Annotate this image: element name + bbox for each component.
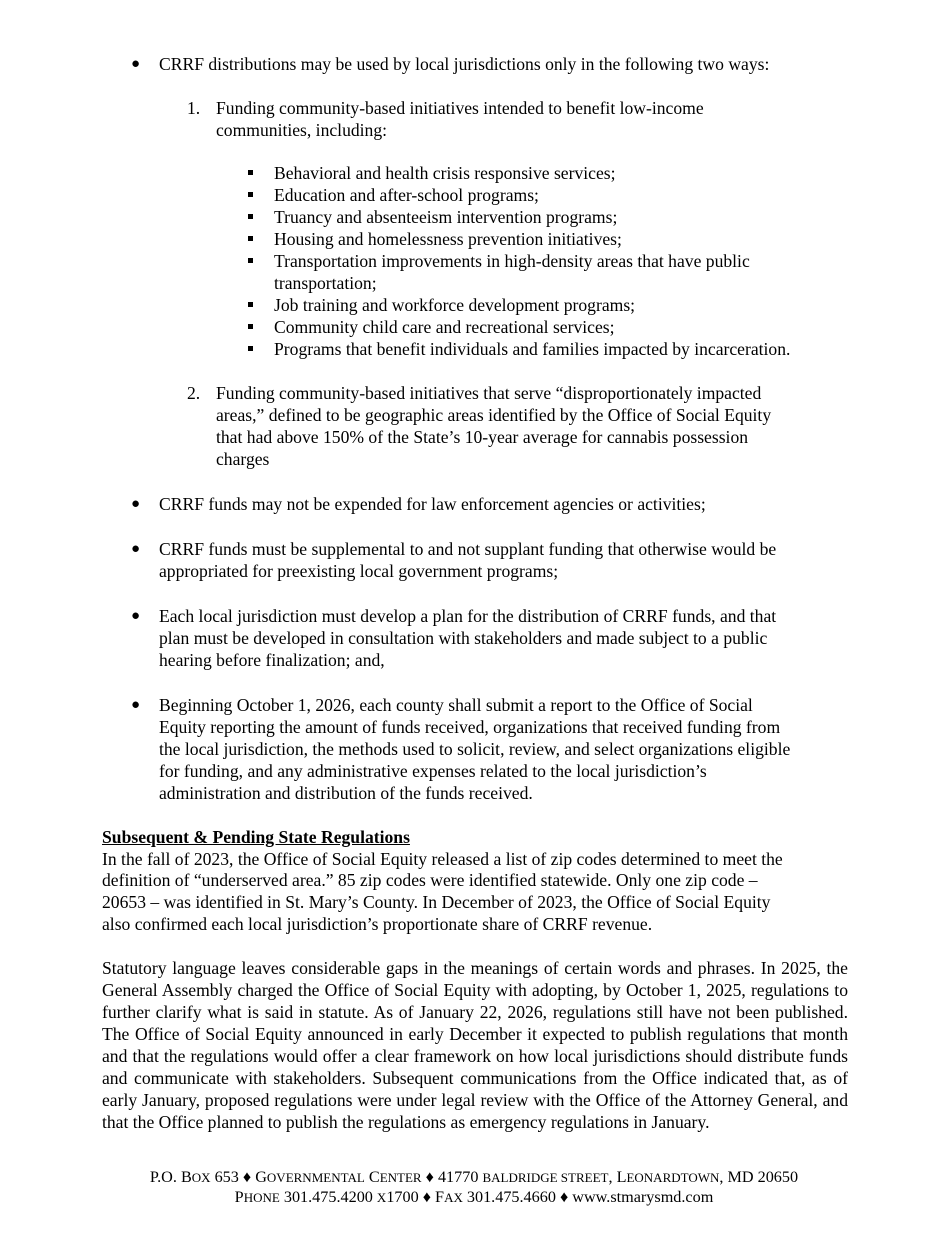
separator-diamond: ♦ bbox=[422, 1188, 431, 1206]
numbered-2-line: charges bbox=[216, 449, 270, 469]
bullet-4-line: hearing before finalization; and, bbox=[159, 650, 385, 670]
sublist-item: Education and after-school programs; bbox=[274, 185, 539, 205]
numbered-2-line: Funding community-based initiatives that serve “disproportionately impacted bbox=[216, 383, 762, 403]
sublist-item: Job training and workforce development programs; bbox=[274, 295, 636, 315]
bullet-3-line: appropriated for preexisting local government programs; bbox=[159, 561, 559, 581]
footer-contact: PHONE 301.475.4200 X1700 ♦ FAX 301.475.4660 ♦ www.stmarysmd.com bbox=[234, 1188, 714, 1206]
bullet-dot: ● bbox=[131, 541, 141, 557]
footer-address: P.O. BOX 653 ♦ GOVERNMENTAL CENTER ♦ 41770 BALDRIDGE STREET, LEONARDTOWN, MD 20650 bbox=[149, 1168, 799, 1186]
square-bullet bbox=[248, 324, 253, 329]
square-bullet bbox=[248, 214, 253, 219]
square-bullet bbox=[248, 258, 253, 263]
separator-diamond: ♦ bbox=[559, 1188, 569, 1206]
website-link[interactable]: www.stmarysmd.com bbox=[572, 1188, 714, 1206]
sublist-item: Community child care and recreational services; bbox=[274, 317, 615, 337]
sublist-item: Housing and homelessness prevention initiatives; bbox=[274, 229, 622, 249]
bullet-5-line: Equity reporting the amount of funds received, organizations that received funding from bbox=[159, 717, 781, 737]
square-bullet bbox=[248, 170, 253, 175]
bullet-5-line: for funding, and any administrative expenses related to the local jurisdiction’s bbox=[159, 761, 707, 781]
paragraph-1-line: also confirmed each local jurisdiction’s proportionate share of CRRF revenue. bbox=[102, 914, 653, 934]
bullet-5-line: the local jurisdiction, the methods used to solicit, review, and select organizations eligible bbox=[159, 739, 791, 759]
sublist-item: Transportation improvements in high-density areas that have public bbox=[274, 251, 750, 271]
bullet-3-line: CRRF funds must be supplemental to and not supplant funding that otherwise would be bbox=[159, 539, 777, 559]
paragraph-1-line: In the fall of 2023, the Office of Social Equity released a list of zip codes determined to meet the bbox=[102, 849, 783, 869]
separator-diamond: ♦ bbox=[242, 1168, 252, 1186]
numbered-1-marker: 1. bbox=[187, 98, 201, 118]
numbered-1-line: communities, including: bbox=[216, 120, 388, 140]
bullet-4-line: plan must be developed in consultation with stakeholders and made subject to a public bbox=[159, 628, 768, 648]
numbered-2-line: that had above 150% of the State’s 10-year average for cannabis possession bbox=[216, 427, 749, 447]
square-bullet bbox=[248, 192, 253, 197]
bullet-dot: ● bbox=[131, 496, 141, 512]
sublist-item-continued: transportation; bbox=[274, 273, 377, 293]
separator-diamond: ♦ bbox=[425, 1168, 434, 1186]
numbered-1-line: Funding community-based initiatives intended to benefit low-income bbox=[216, 98, 704, 118]
bullet-dot: ● bbox=[131, 608, 141, 624]
numbered-2-marker: 2. bbox=[187, 383, 201, 403]
square-bullet bbox=[248, 346, 253, 351]
square-bullet bbox=[248, 236, 253, 241]
bullet-dot: ● bbox=[131, 697, 141, 713]
bullet-1-text: CRRF distributions may be used by local jurisdictions only in the following two ways: bbox=[159, 54, 770, 74]
section-heading: Subsequent & Pending State Regulations bbox=[102, 827, 410, 847]
square-bullet bbox=[248, 302, 253, 307]
bullet-5-line: Beginning October 1, 2026, each county shall submit a report to the Office of Social bbox=[159, 695, 753, 715]
numbered-2-line: areas,” defined to be geographic areas identified by the Office of Social Equity bbox=[216, 405, 772, 425]
sublist-item: Truancy and absenteeism intervention programs; bbox=[274, 207, 618, 227]
bullet-4-line: Each local jurisdiction must develop a plan for the distribution of CRRF funds, and that bbox=[159, 606, 777, 626]
bullet-2-text: CRRF funds may not be expended for law enforcement agencies or activities; bbox=[159, 494, 706, 514]
paragraph-2: Statutory language leaves considerable gaps in the meanings of certain words and phrases. In 2025, the General Assembly charged the Office of Social Equity with adopting, by October 1, 2025, regulations to further clarify what is said in statute. As of January 22, 2026, regulations still have not been published. The Office of Social Equity announced in early December it expected to publish regulations that month and that the regulations would offer a clear framework on how local jurisdictions should distribute funds and communicate with stakeholders. Subsequent communications from the Office indicated that, as of early January, proposed regulations were under legal review with the Office of the Attorney General, and that the Office planned to publish the regulations as emergency regulations in January. bbox=[102, 958, 848, 1132]
sublist-item: Behavioral and health crisis responsive services; bbox=[274, 163, 616, 183]
paragraph-1-line: definition of “underserved area.” 85 zip codes were identified statewide. Only one zip code – bbox=[102, 870, 758, 890]
paragraph-1-line: 20653 – was identified in St. Mary’s County. In December of 2023, the Office of Social Equity bbox=[102, 892, 771, 912]
sublist-item: Programs that benefit individuals and families impacted by incarceration. bbox=[274, 339, 791, 359]
bullet-5-line: administration and distribution of the funds received. bbox=[159, 783, 533, 803]
bullet-dot: ● bbox=[131, 56, 141, 72]
